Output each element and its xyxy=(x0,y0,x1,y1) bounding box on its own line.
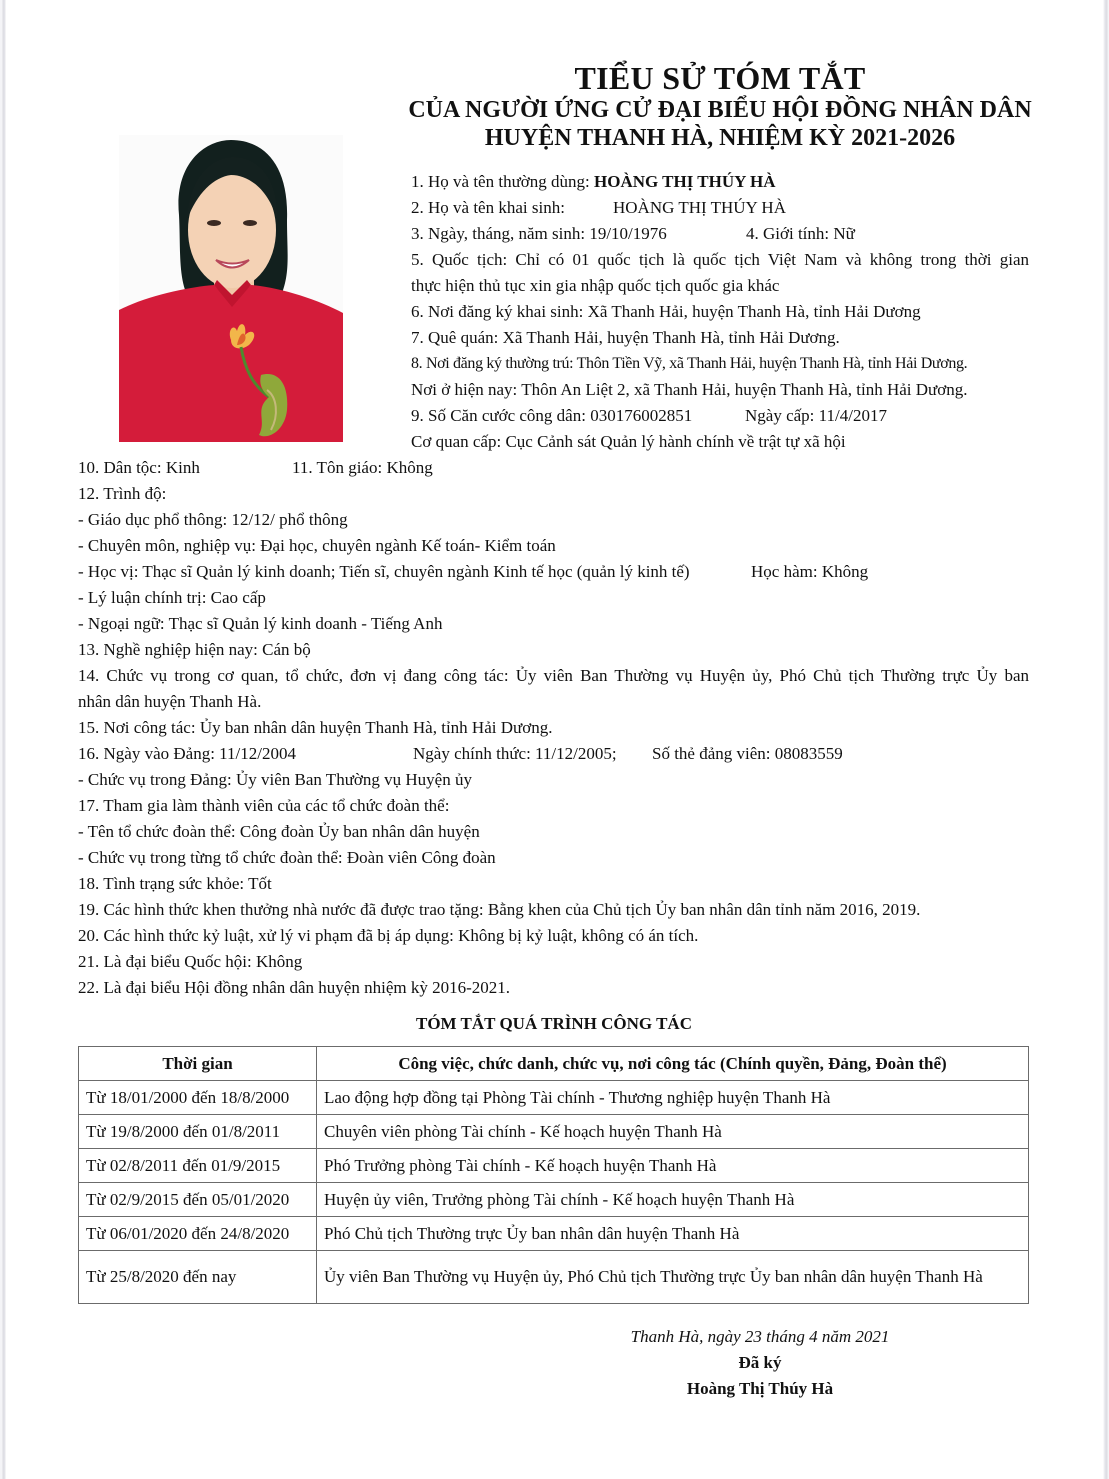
field-political-theory: - Lý luận chính trị: Cao cấp xyxy=(78,588,266,607)
portrait-image xyxy=(119,135,343,442)
field-id-number: 9. Số Căn cước công dân: 030176002851 xyxy=(411,406,693,425)
cell-description: Phó Trưởng phòng Tài chính - Kế hoạch huyện Thanh Hà xyxy=(317,1149,1029,1183)
field-birth-registration: 6. Nơi đăng ký khai sinh: Xã Thanh Hải, huyện Thanh Hà, tỉnh Hải Dương xyxy=(411,302,921,321)
signature-status: Đã ký xyxy=(738,1353,782,1372)
career-table xyxy=(78,1046,1029,1304)
document-header xyxy=(400,60,1040,152)
table-row xyxy=(79,1115,1029,1149)
table-row xyxy=(79,1081,1029,1115)
field-position-line-1: 14. Chức vụ trong cơ quan, tổ chức, đơn vị đang công tác: Ủy viên Ban Thường vụ Huyện ủy, Phó Chủ tịch Thường trực Ủy ban xyxy=(78,666,1029,685)
field-nationality-line-2: thực hiện thủ tục xin gia nhập quốc tịch quốc gia khác xyxy=(411,276,780,295)
field-health: 18. Tình trạng sức khỏe: Tốt xyxy=(78,874,272,893)
field-occupation: 13. Nghề nghiệp hiện nay: Cán bộ xyxy=(78,640,311,659)
field-value: HOÀNG THỊ THÚY HÀ xyxy=(613,198,786,217)
dress-shape xyxy=(119,285,343,442)
document-subtitle-1: CỦA NGƯỜI ỨNG CỬ ĐẠI BIỂU HỘI ĐỒNG NHÂN DÂN xyxy=(408,97,1032,123)
field-organization-name: - Tên tổ chức đoàn thể: Công đoàn Ủy ban nhân dân huyện xyxy=(78,822,480,841)
document-title: TIỂU SỬ TÓM TẮT xyxy=(574,60,866,96)
career-section-title: TÓM TẮT QUÁ TRÌNH CÔNG TÁC xyxy=(416,1014,692,1033)
field-awards: 19. Các hình thức khen thưởng nhà nước đã được trao tặng: Bằng khen của Chủ tịch Ủy ban nhân dân tỉnh năm 2016, 2019. xyxy=(78,900,921,919)
cell-description: Ủy viên Ban Thường vụ Huyện ủy, Phó Chủ tịch Thường trực Ủy ban nhân dân huyện Thanh Hà xyxy=(317,1251,1029,1304)
field-academic-degree: - Học vị: Thạc sĩ Quản lý kinh doanh; Tiến sĩ, chuyên ngành Kinh tế học (quản lý kinh tế) xyxy=(78,562,690,581)
page-left-edge xyxy=(0,0,6,1479)
field-organization-role: - Chức vụ trong từng tổ chức đoàn thể: Đoàn viên Công đoàn xyxy=(78,848,496,867)
field-party-official-date: Ngày chính thức: 11/12/2005; xyxy=(413,744,617,763)
field-ethnicity: 10. Dân tộc: Kinh xyxy=(78,458,200,477)
cell-description: Huyện ủy viên, Trưởng phòng Tài chính - Kế hoạch huyện Thanh Hà xyxy=(317,1183,1029,1217)
field-hometown: 7. Quê quán: Xã Thanh Hải, huyện Thanh Hà, tỉnh Hải Dương. xyxy=(411,328,840,347)
cell-period: Từ 02/9/2015 đến 05/01/2020 xyxy=(79,1183,317,1217)
field-religion: 11. Tôn giáo: Không xyxy=(292,458,433,477)
field-id-issue-date: Ngày cấp: 11/4/2017 xyxy=(745,406,887,425)
field-education-heading: 12. Trình độ: xyxy=(78,484,167,503)
field-party-position: - Chức vụ trong Đảng: Ủy viên Ban Thường vụ Huyện ủy xyxy=(78,770,472,789)
field-label: 2. Họ và tên khai sinh: xyxy=(411,198,565,217)
field-birth-name xyxy=(411,198,786,218)
cell-period: Từ 02/8/2011 đến 01/9/2015 xyxy=(79,1149,317,1183)
field-foreign-language: - Ngoại ngữ: Thạc sĩ Quản lý kinh doanh - Tiếng Anh xyxy=(78,614,443,633)
field-national-assembly: 21. Là đại biểu Quốc hội: Không xyxy=(78,952,303,971)
field-birth-date: 3. Ngày, tháng, năm sinh: 19/10/1976 xyxy=(411,224,667,243)
column-header-period: Thời gian xyxy=(79,1047,317,1081)
field-professional-training: - Chuyên môn, nghiệp vụ: Đại học, chuyên ngành Kế toán- Kiểm toán xyxy=(78,536,556,555)
page-right-edge xyxy=(1103,0,1109,1479)
field-permanent-residence: 8. Nơi đăng ký thường trú: Thôn Tiền Vỹ, xã Thanh Hải, huyện Thanh Hà, tỉnh Hải Dương. xyxy=(411,355,968,372)
cell-period: Từ 18/01/2000 đến 18/8/2000 xyxy=(79,1081,317,1115)
field-workplace: 15. Nơi công tác: Ủy ban nhân dân huyện Thanh Hà, tỉnh Hải Dương. xyxy=(78,718,553,737)
column-header-description: Công việc, chức danh, chức vụ, nơi công tác (Chính quyền, Đảng, Đoàn thể) xyxy=(317,1047,1029,1081)
table-header-row xyxy=(79,1047,1029,1081)
cell-period: Từ 06/01/2020 đến 24/8/2020 xyxy=(79,1217,317,1251)
field-party-card-number: Số thẻ đảng viên: 08083559 xyxy=(652,744,843,763)
field-position-line-2: nhân dân huyện Thanh Hà. xyxy=(78,692,262,711)
field-gender: 4. Giới tính: Nữ xyxy=(746,224,855,243)
field-discipline: 20. Các hình thức kỷ luật, xử lý vi phạm đã bị áp dụng: Không bị kỷ luật, không có án tích. xyxy=(78,926,699,945)
field-academic-title: Học hàm: Không xyxy=(751,562,869,581)
signature-date: Thanh Hà, ngày 23 tháng 4 năm 2021 xyxy=(630,1327,890,1346)
field-council-delegate: 22. Là đại biểu Hội đồng nhân dân huyện nhiệm kỳ 2016-2021. xyxy=(78,978,511,997)
cell-period: Từ 19/8/2000 đến 01/8/2011 xyxy=(79,1115,317,1149)
document-subtitle-2: HUYỆN THANH HÀ, NHIỆM KỲ 2021-2026 xyxy=(484,125,956,151)
field-label: 1. Họ và tên thường dùng: xyxy=(411,172,590,191)
field-current-residence: Nơi ở hiện nay: Thôn An Liệt 2, xã Thanh Hải, huyện Thanh Hà, tỉnh Hải Dương. xyxy=(411,380,968,399)
cell-period: Từ 25/8/2020 đến nay xyxy=(79,1251,317,1304)
field-organizations-heading: 17. Tham gia làm thành viên của các tổ chức đoàn thể: xyxy=(78,796,450,815)
table-row xyxy=(79,1251,1029,1304)
table-row xyxy=(79,1149,1029,1183)
field-nationality-line-1: 5. Quốc tịch: Chỉ có 01 quốc tịch là quốc tịch Việt Nam và không trong thời gian xyxy=(411,250,1029,269)
cell-description: Chuyên viên phòng Tài chính - Kế hoạch huyện Thanh Hà xyxy=(317,1115,1029,1149)
table-row xyxy=(79,1217,1029,1251)
cell-description: Phó Chủ tịch Thường trực Ủy ban nhân dân huyện Thanh Hà xyxy=(317,1217,1029,1251)
field-common-name xyxy=(411,172,776,192)
field-general-education: - Giáo dục phổ thông: 12/12/ phổ thông xyxy=(78,510,348,529)
signature-name: Hoàng Thị Thúy Hà xyxy=(686,1379,834,1398)
table-row xyxy=(79,1183,1029,1217)
field-value: HOÀNG THỊ THÚY HÀ xyxy=(594,172,776,191)
cell-description: Lao động hợp đồng tại Phòng Tài chính - Thương nghiệp huyện Thanh Hà xyxy=(317,1081,1029,1115)
candidate-photo xyxy=(119,135,343,442)
field-id-issuer: Cơ quan cấp: Cục Cảnh sát Quản lý hành chính về trật tự xã hội xyxy=(411,432,846,451)
field-party-join-date: 16. Ngày vào Đảng: 11/12/2004 xyxy=(78,744,296,763)
